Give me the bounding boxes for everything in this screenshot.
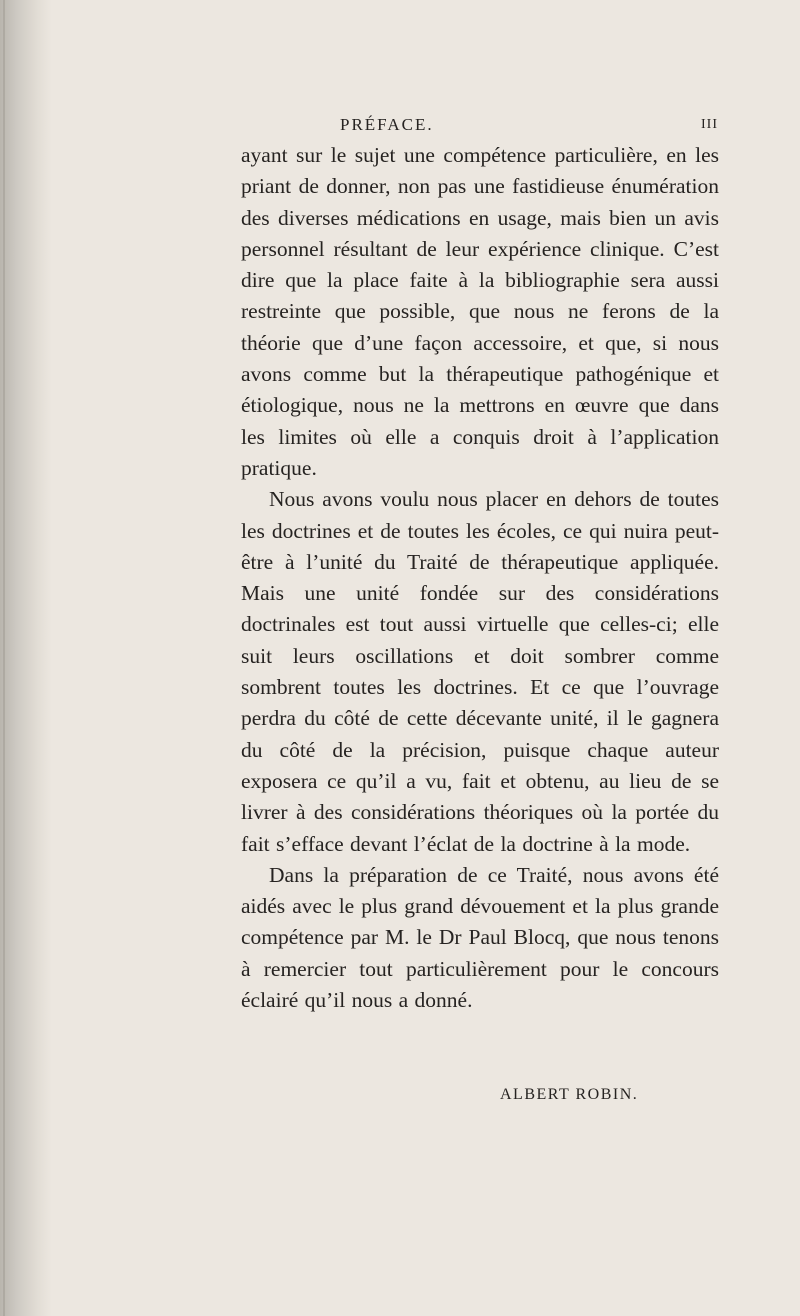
- preface-text: [241, 140, 719, 1016]
- page-header: [230, 115, 730, 139]
- running-head: PRÉFACE.: [340, 115, 434, 134]
- author-signature: ALBERT ROBIN.: [500, 1086, 639, 1103]
- paragraph-1: ayant sur le sujet une compétence particulière, en les priant de donner, non pas une fastidieuse énumération des diverses médications en usage, mais bien un avis personnel résultant de leur expérience clinique. C’est dire que la place faite à la bibliographie sera aussi restreinte que possible, que nous ne ferons de la théorie que d’une façon accessoire, et que, si nous avons comme but la thérapeutique pathogénique et étiologique, nous ne la mettrons en œuvre que dans les limites où elle a conquis droit à l’application pratique.: [241, 143, 719, 480]
- paragraph-2: Nous avons voulu nous placer en dehors de toutes les doctrines et de toutes les écoles, ce qui nuira peut-être à l’unité du Traité de thérapeutique appliquée. Mais une unité fondée sur des considérations doctrinales est tout aussi virtuelle que celles-ci; elle suit leurs oscillations et doit sombrer comme sombrent toutes les doctrines. Et ce que l’ouvrage perdra du côté de cette décevante unité, il le gagnera du côté de la précision, puisque chaque auteur exposera ce qu’il a vu, fait et obtenu, au lieu de se livrer à des considérations théoriques où la portée du fait s’efface devant l’éclat de la doctrine à la mode.: [241, 487, 719, 856]
- paragraph-3: Dans la préparation de ce Traité, nous avons été aidés avec le plus grand dévouement et la plus grande compétence par M. le Dr Paul Blocq, que nous tenons à remercier tout particulièrement pour le concours éclairé qu’il nous a donné.: [241, 862, 719, 1013]
- page-number: III: [701, 117, 718, 132]
